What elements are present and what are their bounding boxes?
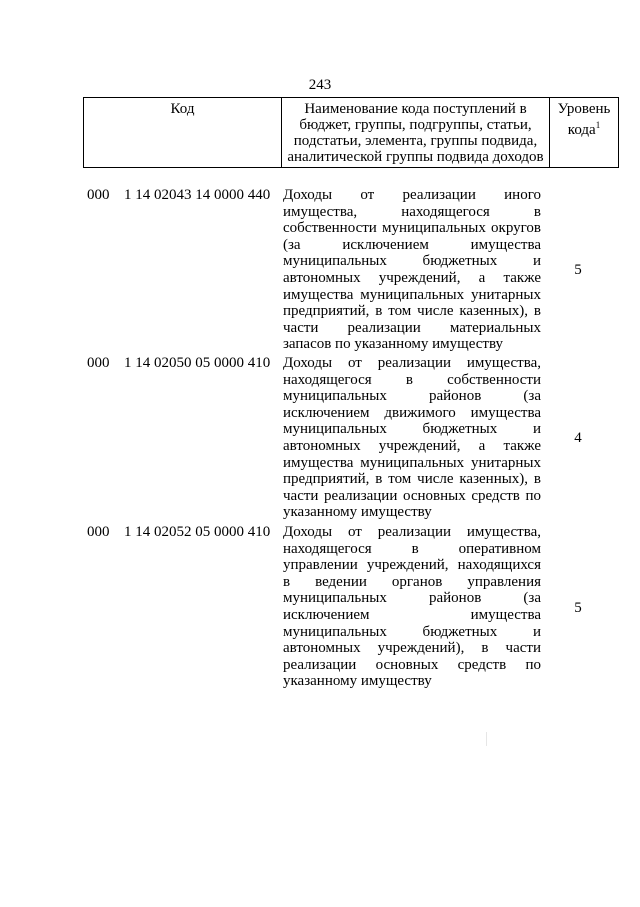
row-code-prefix: 000 [87, 187, 110, 203]
row-code-prefix: 000 [87, 355, 110, 371]
row-code: 1 14 02052 05 0000 410 [124, 524, 271, 540]
row-name: Доходы от реализации имущества, находящегося в оперативном управлении учреждений, находящихся в ведении органов управления муниципальных районов (за исключением имущества муниципальных бюджетных и автономных учреждений), в части реализации основных средств по указанному имуществу [283, 524, 541, 690]
header-name: Наименование кода поступлений в бюджет, группы, подгруппы, статьи, подстатьи, элемента, группы подвида, аналитической группы подвида доходов [282, 98, 550, 168]
row-name: Доходы от реализации имущества, находящегося в собственности муниципальных районов (за исключением движимого имущества муниципальных бюджетных и автономных учреждений, а также имущества муниципальных унитарных предприятий, в том числе казенных), в части реализации основных средств по указанному имуществу [283, 355, 541, 521]
header-level-label: Уровень кода [557, 101, 611, 138]
row-level: 5 [574, 600, 582, 616]
row-code: 1 14 02050 05 0000 410 [124, 355, 271, 371]
header-level-footnote: 1 [595, 120, 601, 130]
header-code: Код [84, 98, 282, 168]
table-header-row [84, 98, 619, 168]
row-level: 4 [574, 430, 582, 446]
row-code: 1 14 02043 14 0000 440 [124, 187, 271, 203]
header-level [550, 98, 619, 168]
row-name: Доходы от реализации иного имущества, находящегося в собственности муниципальных округов (за исключением имущества муниципальных бюджетных и автономных учреждений, а также имущества муниципальных унитарных предприятий, в том числе казенных), в части реализации материальных запасов по указанному имуществу [283, 187, 541, 353]
page-number: 243 [308, 77, 332, 93]
row-level: 5 [574, 262, 582, 278]
row-code-prefix: 000 [87, 524, 110, 540]
table-header [83, 97, 619, 168]
scan-mark [486, 732, 487, 746]
